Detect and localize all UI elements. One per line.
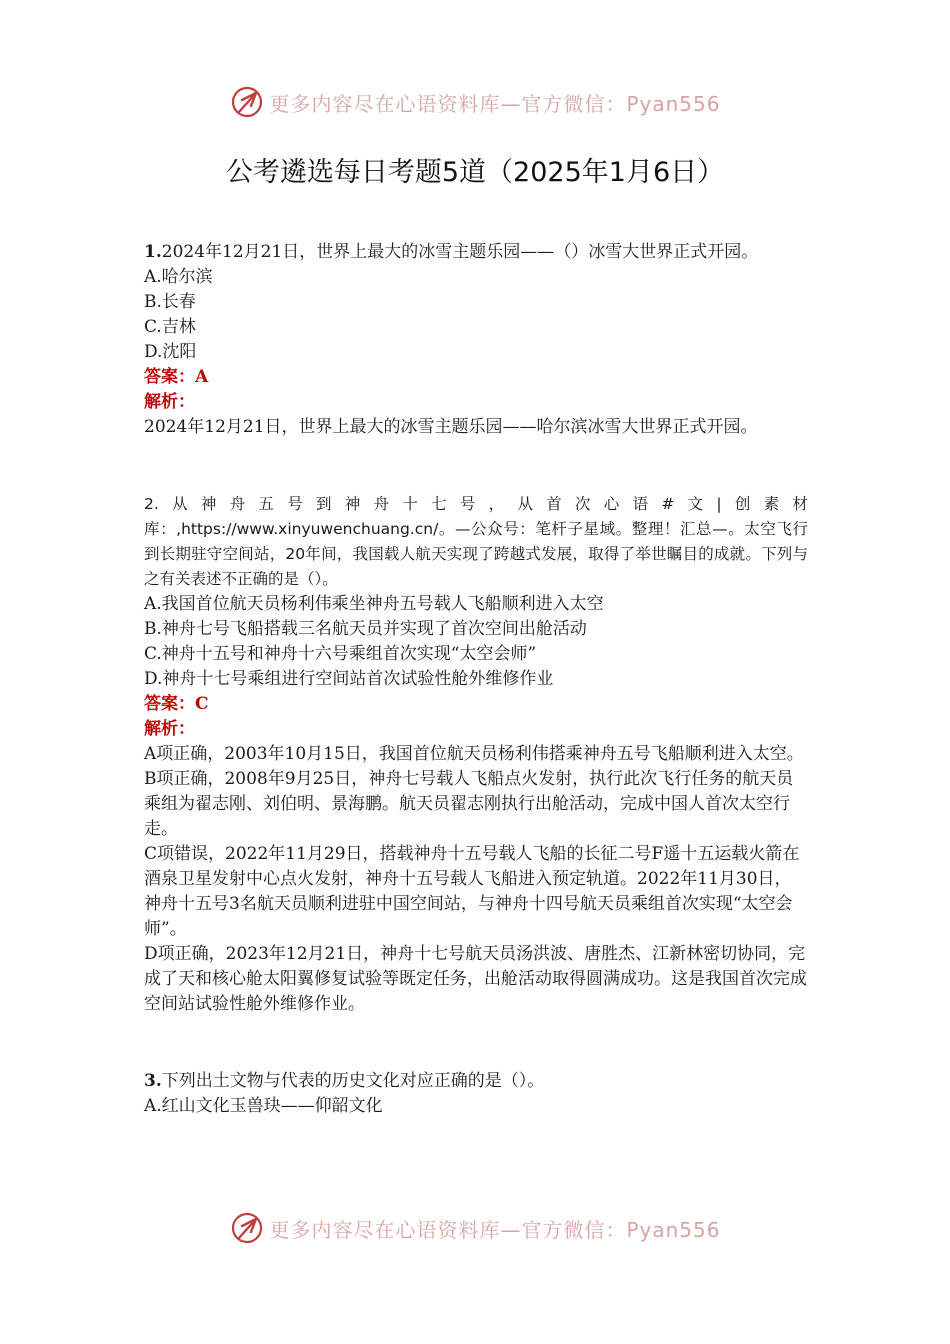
- option-d: D.神舟十七号乘组进行空间站首次试验性舱外维修作业: [144, 669, 554, 689]
- analysis-paragraph: D项正确，2023年12月21日，神舟十七号航天员汤洪波、唐胜杰、江新林密切协同，完成了天和核心舱太阳翼修复试验等既定任务，出舱活动取得圆满成功。这是我国首次完成空间站试验性舱外维修作业。: [144, 944, 807, 1014]
- option-b: B.神舟七号飞船搭载三名航天员并实现了首次空间出舱活动: [144, 619, 587, 639]
- question-number: 1.: [144, 242, 162, 262]
- question-1: [144, 240, 808, 440]
- option-a: A.红山文化玉兽玦——仰韶文化: [144, 1096, 383, 1116]
- question-text: 1.2024年12月21日，世界上最大的冰雪主题乐园——（）冰雪大世界正式开园。: [144, 242, 759, 262]
- option-d: D.沈阳: [144, 342, 197, 362]
- answer: 答案：A: [144, 367, 209, 387]
- footer-banner: [0, 1208, 950, 1248]
- quill-logo-icon: [229, 1210, 265, 1246]
- option-c: C.神舟十五号和神舟十六号乘组首次实现“太空会师”: [144, 644, 537, 664]
- option-a: A.哈尔滨: [144, 267, 213, 287]
- question-2: [144, 492, 808, 1017]
- answer: 答案：C: [144, 694, 209, 714]
- question-text: 3.下列出土文物与代表的历史文化对应正确的是（）。: [144, 1071, 545, 1091]
- question-3: [144, 1069, 808, 1119]
- banner-text: 更多内容尽在心语资料库—官方微信：Pyan556: [269, 1217, 721, 1242]
- header-banner: [0, 82, 950, 122]
- option-c: C.吉林: [144, 317, 196, 337]
- option-b: B.长春: [144, 292, 196, 312]
- banner-text: 更多内容尽在心语资料库—官方微信：Pyan556: [269, 91, 721, 116]
- analysis-paragraph: C项错误，2022年11月29日，搭载神舟十五号载人飞船的长征二号F遥十五运载火箭在酒泉卫星发射中心点火发射，神舟十五号载人飞船进入预定轨道。2022年11月30日，神舟十五号3名航天员顺利进驻中国空间站，与神舟十四号航天员乘组首次实现“太空会师”。: [144, 844, 800, 939]
- quill-logo-icon: [229, 84, 265, 120]
- question-number: 3.: [144, 1071, 162, 1091]
- analysis-label: 解析：: [144, 719, 195, 739]
- analysis-paragraph: 2024年12月21日，世界上最大的冰雪主题乐园——哈尔滨冰雪大世界正式开园。: [144, 417, 758, 437]
- analysis-paragraph: B项正确，2008年9月25日，神舟七号载人飞船点火发射，执行此次飞行任务的航天员乘组为翟志刚、刘伯明、景海鹏。航天员翟志刚执行出舱活动，完成中国人首次太空行走。: [144, 769, 794, 839]
- analysis-paragraph: A项正确，2003年10月15日，我国首位航天员杨利伟搭乘神舟五号飞船顺利进入太空。: [144, 744, 804, 764]
- option-a: A.我国首位航天员杨利伟乘坐神舟五号载人飞船顺利进入太空: [144, 594, 604, 614]
- document-body: [144, 240, 808, 1171]
- page-title: 公考遴选每日考题5道（2025年1月6日）: [225, 157, 725, 188]
- analysis-label: 解析：: [144, 392, 195, 412]
- question-number: 2.: [144, 495, 159, 513]
- question-text: 2.从神舟五号到神舟十七号，从首次心语#文|创素材库：,https://www.xinyuwenchuang.cn/。—公众号：笔杆子星域。整理！汇总—。太空飞行到长期驻守空间站，20年间，我国载人航天实现了跨越式发展，取得了举世瞩目的成就。下列与之有关表述不正确的是（）。: [144, 495, 808, 588]
